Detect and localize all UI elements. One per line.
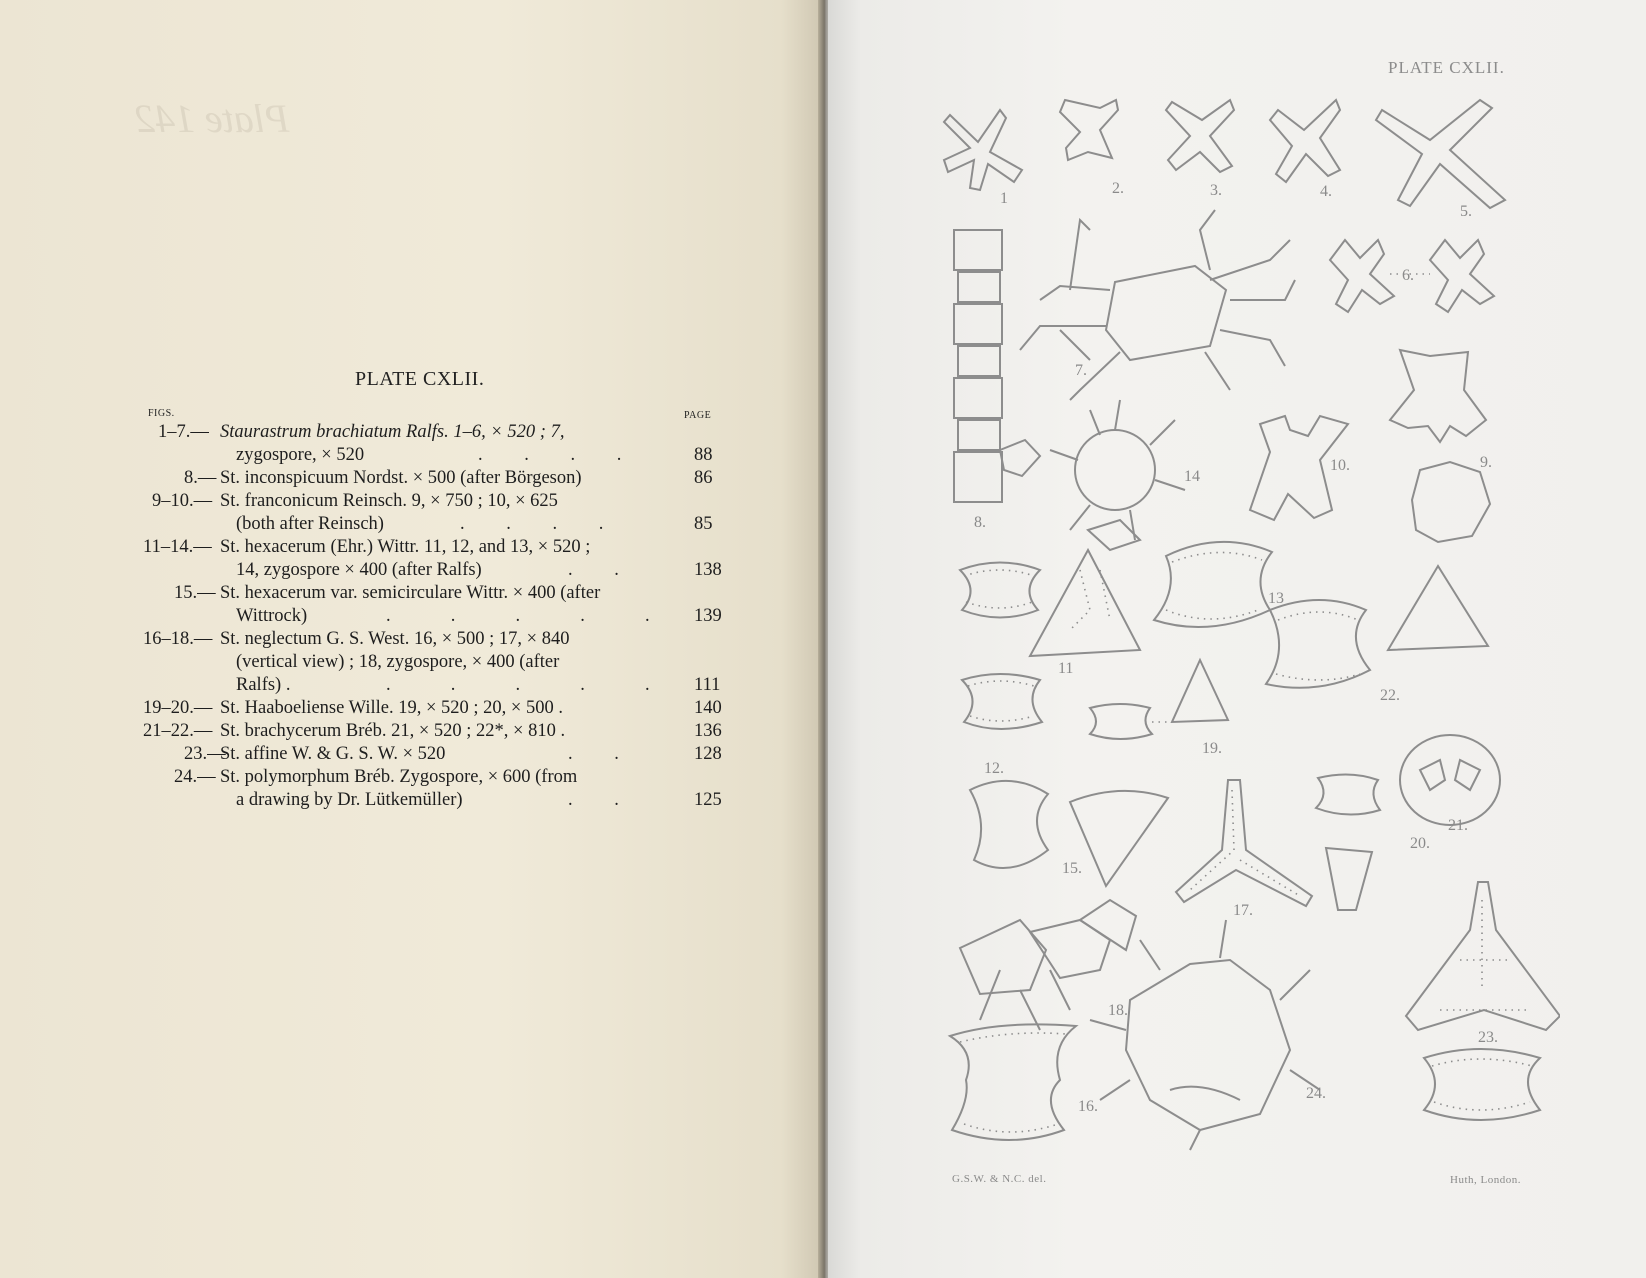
plate-label: PLATE CXLII.: [1388, 58, 1505, 77]
entry-text: St. Haaboeliense Wille. 19, × 520 ; 20, × 500 .: [220, 698, 563, 718]
entry-text-continued: Wittrock): [236, 606, 308, 626]
entry-page: 86: [694, 468, 713, 488]
figure-number: 4.: [1320, 183, 1332, 200]
entry-page: 128: [694, 744, 722, 764]
entry-text-continued: Ralfs) .: [236, 675, 291, 695]
entry-page: 140: [694, 698, 722, 718]
plate-illustration: [940, 90, 1560, 1160]
entry-text: St. polymorphum Bréb. Zygospore, × 600 (from: [220, 767, 578, 787]
figure-number: 1: [1000, 190, 1008, 207]
entry-page: 88: [694, 445, 713, 465]
entry-text-continued: 14, zygospore × 400 (after Ralfs): [236, 560, 482, 580]
entry-page: 139: [694, 606, 722, 626]
figure-number: 11: [1058, 660, 1074, 677]
figure-16: [950, 1024, 1098, 1140]
figure-23: [1406, 882, 1560, 1120]
figure-number: 3.: [1210, 182, 1222, 199]
figure-number: 10.: [1330, 457, 1350, 474]
plate-heading: PLATE CXLII.: [355, 368, 485, 390]
entry-figs: 11–14.—: [143, 537, 212, 557]
figure-number: 16.: [1078, 1098, 1098, 1115]
leader-dots: . . . .: [460, 514, 604, 534]
bleed-through-text: Plate 142: [135, 96, 290, 141]
entry-page: 125: [694, 790, 722, 810]
page-column-header: PAGE: [684, 410, 712, 421]
entry-figs: 21–22.—: [143, 721, 213, 741]
figure-number: 15.: [1062, 860, 1082, 877]
figure-7: [1020, 210, 1295, 400]
entry-text-continued: (both after Reinsch): [236, 514, 384, 534]
leader-dots: . . . .: [478, 445, 622, 465]
figure-number: 23.: [1478, 1029, 1498, 1046]
entry-text: St. franconicum Reinsch. 9, × 750 ; 10, × 625: [220, 491, 558, 511]
figure-number: 8.: [974, 514, 986, 531]
entry-figs: 1–7.—: [158, 422, 209, 442]
entry-text: St. hexacerum (Ehr.) Wittr. 11, 12, and 13, × 520 ;: [220, 537, 591, 557]
figure-number: 9.: [1480, 454, 1492, 471]
figure-number: 12.: [984, 760, 1004, 777]
figure-13: [1154, 542, 1284, 627]
figure-18: [960, 900, 1136, 1030]
figure-number: 21.: [1448, 817, 1468, 834]
entry-figs: 8.—: [184, 468, 217, 488]
entry-figs: 23.—: [184, 744, 226, 764]
figure-9: [1390, 350, 1492, 542]
figure-3: [1166, 100, 1234, 199]
figure-5: [1376, 100, 1505, 220]
entry-page: 111: [694, 675, 721, 695]
entry-text: St. neglectum G. S. West. 16, × 500 ; 17, × 840: [220, 629, 570, 649]
entry-text: St. hexacerum var. semicirculare Wittr. × 400 (after: [220, 583, 601, 603]
figure-number: 5.: [1460, 203, 1472, 220]
artist-credit: G.S.W. & N.C. del.: [952, 1173, 1047, 1185]
figure-number: 20.: [1410, 835, 1430, 852]
figure-12: [962, 674, 1042, 777]
leader-dots: . . . . .: [386, 606, 650, 626]
figure-number: 24.: [1306, 1085, 1326, 1102]
figs-column-header: FIGS.: [148, 408, 175, 419]
entry-figs: 9–10.—: [152, 491, 213, 511]
left-page: [0, 0, 822, 1278]
entry-text: St. inconspicuum Nordst. × 500 (after Börgeson): [220, 468, 582, 488]
figure-number: 18.: [1108, 1002, 1128, 1019]
figure-6: [1330, 240, 1494, 312]
figure-number: 14: [1184, 468, 1200, 485]
figure-4: [1270, 100, 1340, 200]
leader-dots: . .: [568, 560, 619, 580]
entry-figs: 24.—: [174, 767, 216, 787]
figure-19: [1090, 660, 1228, 757]
entry-text: Staurastrum brachiatum Ralfs. 1–6, × 520 ; 7,: [220, 422, 565, 442]
entry-page: 136: [694, 721, 722, 741]
figure-number: 7.: [1075, 362, 1087, 379]
entry-figs: 16–18.—: [143, 629, 213, 649]
figure-number: 13: [1268, 590, 1284, 607]
figure-22: [1266, 566, 1488, 704]
figure-number: 19.: [1202, 740, 1222, 757]
entry-page: 138: [694, 560, 722, 580]
figure-24: [1090, 920, 1326, 1150]
figure-2: [1060, 100, 1124, 197]
figure-15: [970, 781, 1168, 886]
figure-21: [1400, 735, 1500, 834]
figure-1: [944, 110, 1022, 207]
figure-14: [1000, 400, 1200, 550]
figure-number: 6.: [1402, 267, 1414, 284]
entry-figs: 15.—: [174, 583, 216, 603]
figure-20: [1316, 774, 1430, 910]
entry-text-continued: a drawing by Dr. Lütkemüller): [236, 790, 463, 810]
figure-8: [954, 230, 1002, 531]
figure-11: [960, 550, 1140, 677]
figure-10: [1250, 416, 1350, 520]
figure-number: 2.: [1112, 180, 1124, 197]
figure-number: 17.: [1233, 902, 1253, 919]
leader-dots: . .: [568, 744, 619, 764]
entry-page: 85: [694, 514, 713, 534]
printer-credit: Huth, London.: [1450, 1174, 1521, 1186]
entry-text: St. brachycerum Bréb. 21, × 520 ; 22*, × 810 .: [220, 721, 566, 741]
entry-text-continued: zygospore, × 520: [236, 445, 365, 465]
figure-number: 22.: [1380, 687, 1400, 704]
entry-text: St. affine W. & G. S. W. × 520: [220, 744, 446, 764]
entry-text-continued: (vertical view) ; 18, zygospore, × 400 (after: [236, 652, 560, 672]
entry-figs: 19–20.—: [143, 698, 213, 718]
leader-dots: . .: [568, 790, 619, 810]
figure-17: [1176, 780, 1312, 919]
leader-dots: . . . . .: [386, 675, 650, 695]
